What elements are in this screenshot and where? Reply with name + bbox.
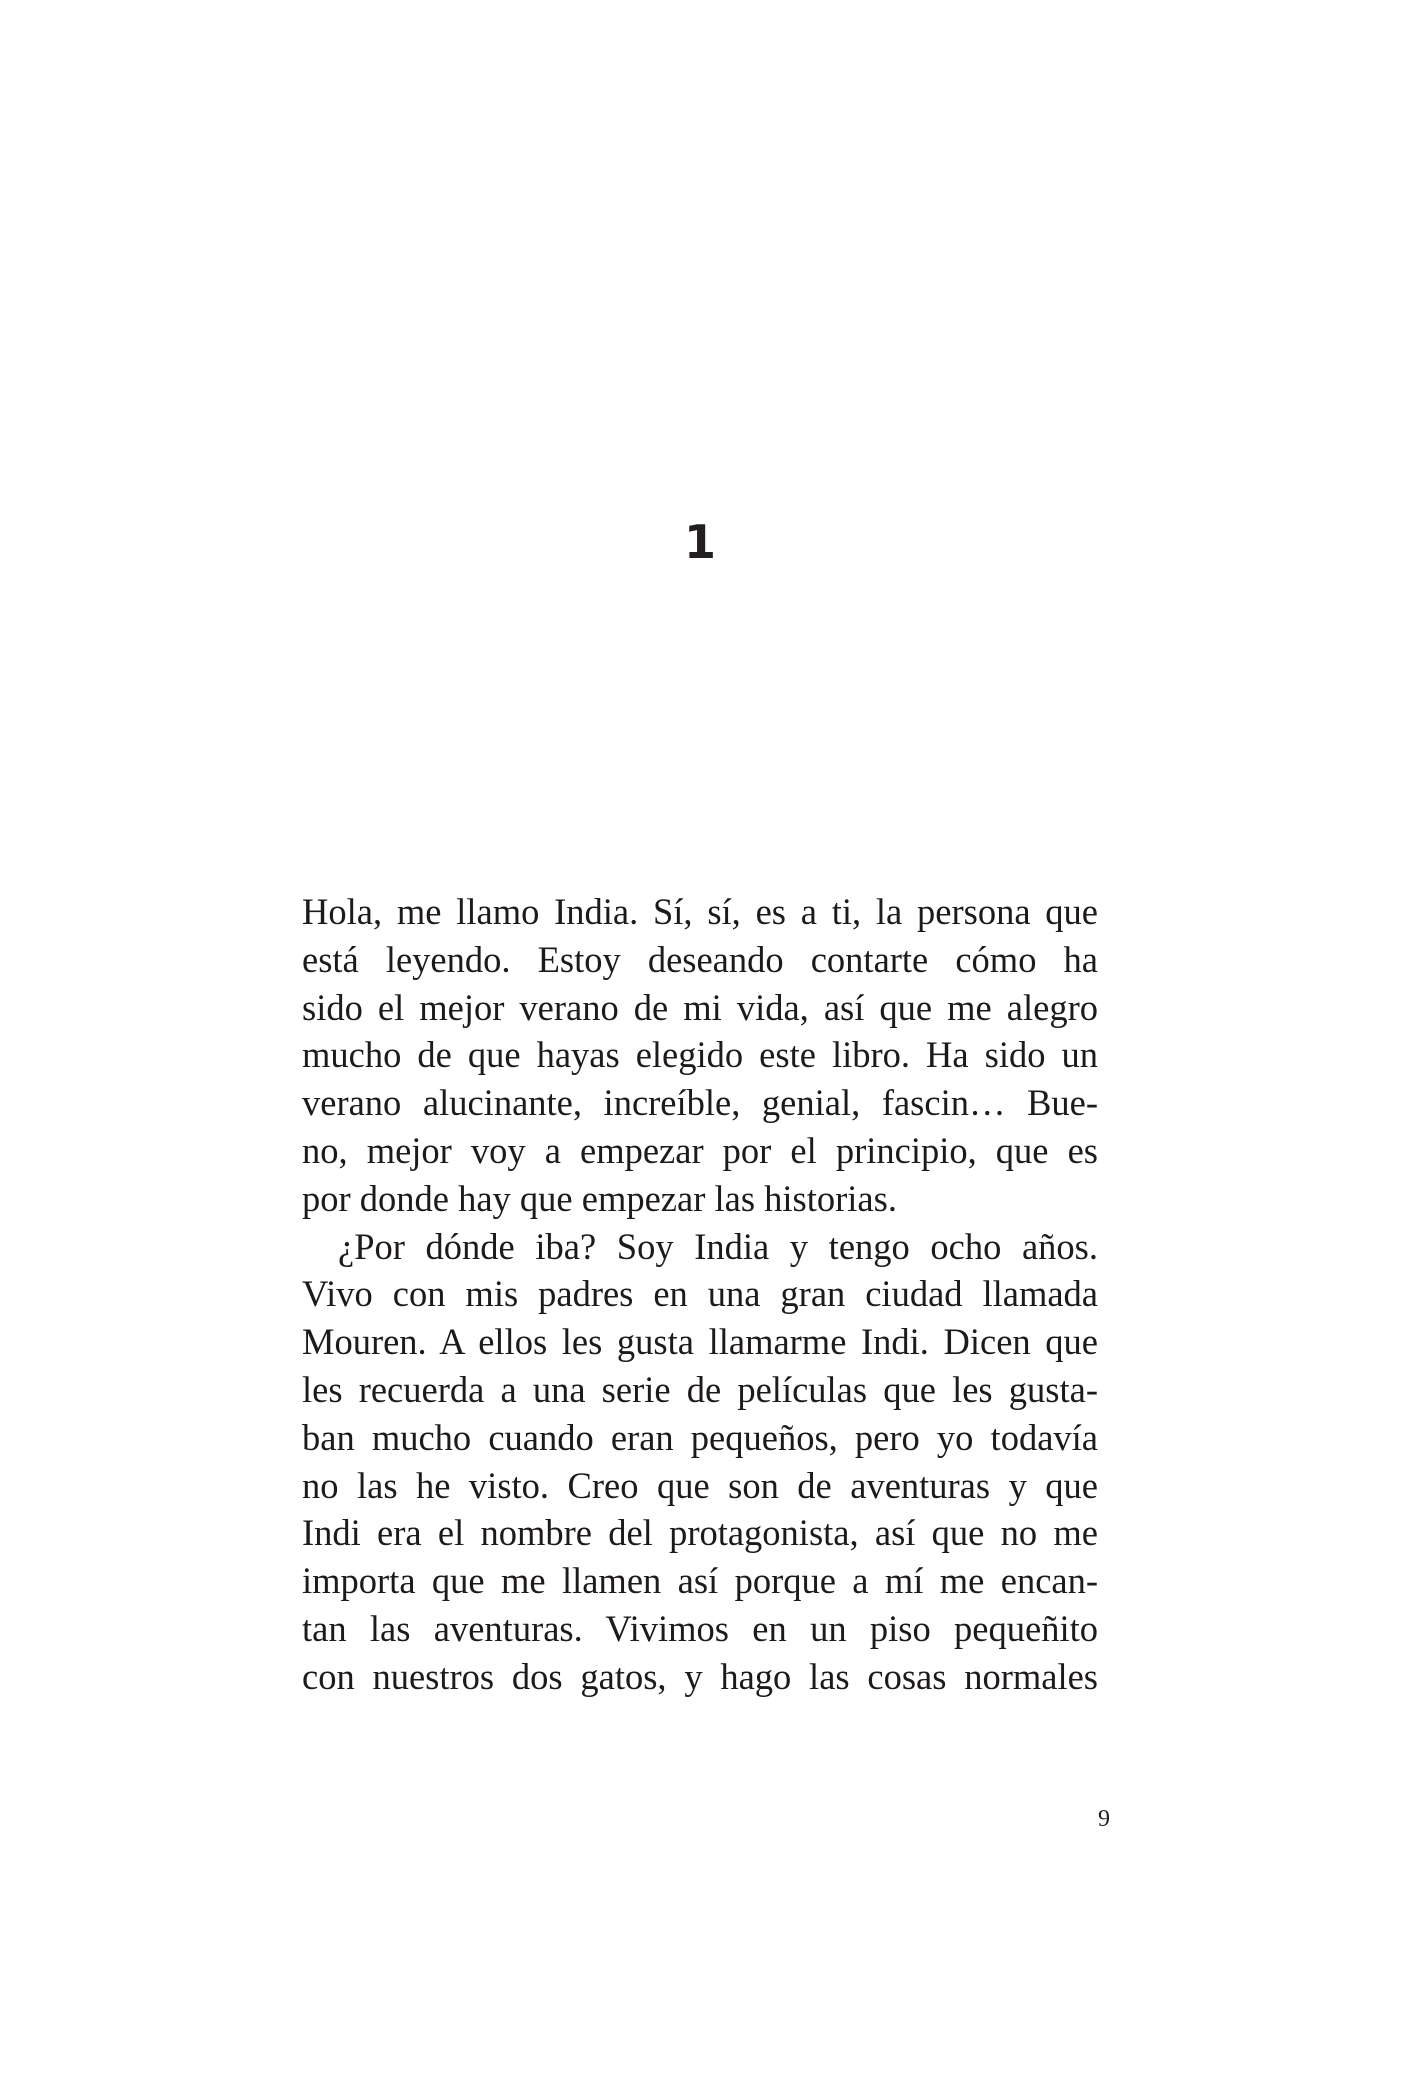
- text-line: verano alucinante, increíble, genial, fascin… Bue-: [302, 1082, 1098, 1124]
- text-line: Vivo con mis padres en una gran ciudad llamada: [302, 1273, 1098, 1315]
- body-text: [302, 888, 1098, 1748]
- text-line: con nuestros dos gatos, y hago las cosas normales: [302, 1655, 1098, 1697]
- text-line: Hola, me llamo India. Sí, sí, es a ti, la persona que: [302, 891, 1098, 932]
- text-line: [302, 1701, 1098, 1749]
- page-number: 9: [1098, 1806, 1110, 1832]
- text-line: no, mejor voy a empezar por el principio, que es: [302, 1129, 1098, 1171]
- text-line: Indi era el nombre del protagonista, así que no me: [302, 1512, 1098, 1554]
- text-line: por donde hay que empezar las historias.: [302, 1177, 897, 1219]
- text-line: sido el mejor verano de mi vida, así que me alegro: [302, 986, 1098, 1028]
- text-line: ¿Por dónde iba? Soy India y tengo ocho años.: [338, 1225, 1098, 1267]
- paragraph-2: [302, 1223, 1098, 1749]
- text-line: les recuerda a una serie de películas que les gusta-: [302, 1368, 1098, 1410]
- text-line: no las he visto. Creo que son de aventuras y que: [302, 1464, 1098, 1506]
- text-line: importa que me llamen así porque a mí me encan-: [302, 1560, 1098, 1602]
- text-line: mucho de que hayas elegido este libro. Ha sido un: [302, 1034, 1098, 1076]
- paragraph-1: [302, 888, 1098, 1223]
- text-line: tan las aventuras. Vivimos en un piso pequeñito: [302, 1607, 1098, 1649]
- text-line: ban mucho cuando eran pequeños, pero yo todavía: [302, 1416, 1098, 1458]
- chapter-number: 1: [683, 515, 716, 569]
- text-line: Mouren. A ellos les gusta llamarme Indi. Dicen que: [302, 1321, 1098, 1363]
- text-line: está leyendo. Estoy deseando contarte cómo ha: [302, 938, 1098, 980]
